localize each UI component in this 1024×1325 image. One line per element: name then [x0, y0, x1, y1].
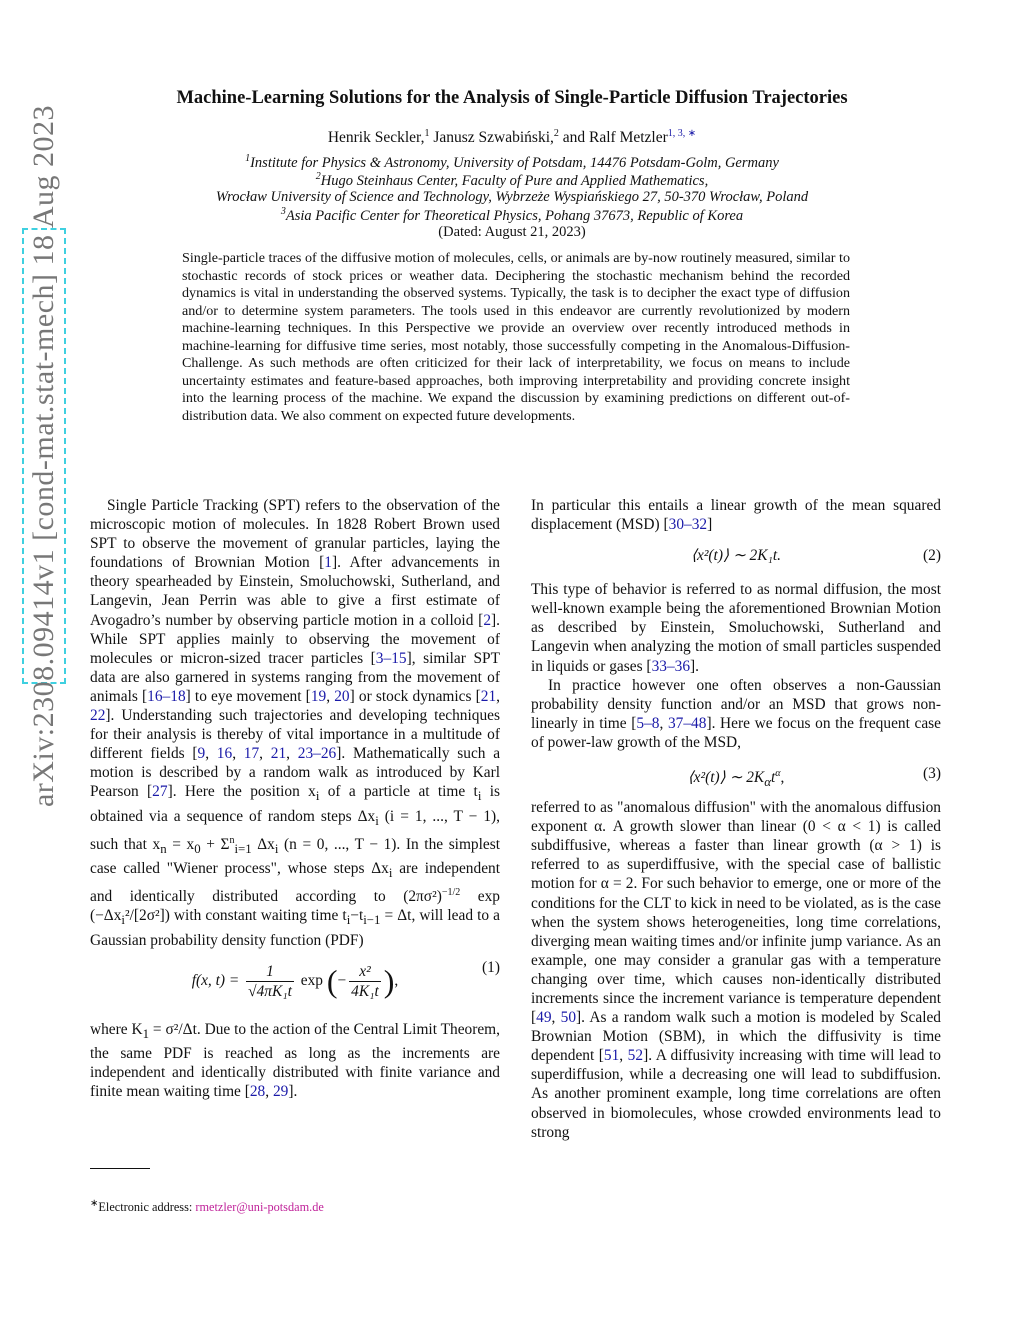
footnote-mark: ∗	[90, 1198, 99, 1209]
paragraph-intro: Single Particle Tracking (SPT) refers to the observation of the microscopic motion of molecules. In 1828 Robert Brown used SPT to observe the movement of granular particles, laying the foundations of Brownian Motion [1]. After advancements in theory spearheaded by Einstein, Smoluchowski, Sutherland, and Langevin, Jean Perrin was able to give a first estimate of Avogadro’s number by observing particle motion in a colloid [2]. While SPT applies mainly to observing the movement of molecules or micron-sized tracer particles [3–15], similar SPT data are also garnered in systems ranging from the movement of animals [16–18] to eye movement [19, 20] or stock dynamics [21, 22]. Understanding such trajectories and developing techniques for their analysis is thereby of vital importance in a multitude of different fields [9, 16, 17, 21, 23–26]. Mathematically such a motion is described by a random walk as introduced by Karl Pearson [27]. Here the position $x_i$ of a particle at time $t_i$ is obtained via a sequence of random steps $\Delta x_i$ (i = 1, ..., T − 1), such that $x_n = x_0 + \Sigma^n_{i=1}$ $\Delta x_i$ (n = 0, ..., T − 1). In the simplest case called "Wiener process", whose steps $\Delta x_i$ are independent and identically distributed according to $(2\pi\sigma^2)^{-1/2}$ $\exp (-\Delta x_i^2/[2\sigma^2])$ with constant waiting time $t_i-t_{i-1} = \Delta t$, will lead to a Gaussian probability density function (PDF)	[90, 497, 501, 949]
equation-2	[531, 534, 941, 580]
citation-link[interactable]: 27	[152, 783, 168, 801]
citation-link[interactable]: 20	[334, 687, 350, 705]
left-column	[90, 496, 500, 1101]
aff3-sup: 3	[280, 206, 286, 217]
eq1-fraction: $\frac{1}{\text{√4πK₁t}}$	[248, 962, 292, 1000]
email-link[interactable]: rmetzler@uni-potsdam.de	[195, 1200, 324, 1215]
author-szwabinski-sup: 2	[553, 128, 559, 139]
citation-link[interactable]: 3–15	[375, 649, 407, 667]
paragraph-msd: In particular this entails a linear growth of the mean squared displacement (MSD) [30–32]	[531, 497, 941, 534]
paragraph-anomalous: referred to as "anomalous diffusion" with the anomalous diffusion exponent α. A growth slower than linear (0 < α < 1) is called subdiffusive, whereas a faster than linear growth (α > 1) is referred to as superdiffusive, with the special case of ballistic motion for α = 2. For such behavior to emerge, one or more of the conditions for the CLT to kick in need to be violated, as is the case when the system shows heterogeneities, long time correlations, diverging mean waiting times and/or infinite jump variance. As an example, one may consider a granular gas with a temperature changing over time, which causes non-identically distributed increments since the increment variance is temperature dependent [49, 50]. As a random walk such a motion is modeled by Scaled Brownian Motion (SBM), in which the diffusivity is time dependent [51, 52]. A diffusivity increasing with time will lead to superdiffusion, while a decreasing one will lead to subdiffusion. As another prominent example, long time correlations are often observed in biomolecules, whose crowded environments lead to strong	[531, 799, 942, 1141]
citation-link[interactable]: 9	[197, 745, 206, 763]
affiliation-3	[0, 206, 1024, 225]
paragraph-non-gaussian: In practice however one often observes a non-Gaussian probability density function and/or an MSD that grows non-linearly in time [5–8, 37–48]. Here we focus on the frequent case of power-law growth of the MSD,	[531, 676, 941, 751]
citation-link[interactable]: 16	[216, 745, 233, 763]
eq2-body: ⟨x²(t)⟩ ∼ 2K₁t.	[690, 547, 781, 565]
affiliation-2	[0, 171, 1024, 190]
right-column	[531, 496, 941, 1142]
citation-link[interactable]: 30–32	[668, 516, 708, 534]
paragraph-normal-diffusion: This type of behavior is referred to as normal diffusion, the most well-known example being the aforementioned Brownian Motion as described by Einstein, Smoluchowski, Sutherland and Langevin when analyzing the motion of small particles suspended in liquids or gases [33–36].	[531, 581, 941, 675]
citation-link[interactable]: 29	[272, 1083, 289, 1101]
eq2-label: (2)	[923, 547, 941, 565]
author-seckler-sup: 1	[424, 128, 430, 139]
paper-title: Machine-Learning Solutions for the Analysis of Single-Particle Diffusion Trajectories	[176, 88, 848, 108]
citation-link[interactable]: 49	[536, 1009, 552, 1027]
citation-link[interactable]: 50	[560, 1009, 577, 1027]
equation-1: f(x, t) = $\frac{1}{\text{√4πK₁t}}$ exp (− $\frac{\text{x²}}{\text{4K₁t}}$ ), (1)	[191, 958, 500, 1000]
eq3-body: ⟨x²(t)⟩ ∼ $2K_\alpha t^\alpha$,	[687, 768, 785, 790]
footnote-divider	[90, 1168, 150, 1169]
affiliation-1	[0, 153, 1024, 172]
citation-link[interactable]: 28	[249, 1083, 266, 1101]
author-szwabinski: Janusz Szwabiński,	[433, 129, 554, 147]
citation-link[interactable]: 1	[324, 554, 332, 572]
aff2-text: Hugo Steinhaus Center, Faculty of Pure and Applied Mathematics,	[320, 172, 709, 189]
citation-link[interactable]: 22	[90, 707, 106, 725]
arxiv-identifier: arXiv:2308.09414v1 [cond-mat.stat-mech] 18 Aug 2023	[27, 104, 60, 808]
citation-link[interactable]: 37–48	[667, 714, 707, 732]
author-metzler: and Ralf Metzler	[562, 129, 668, 147]
arxiv-stamp	[22, 104, 66, 808]
equation-3	[531, 752, 941, 798]
author-list	[0, 128, 1024, 147]
footnote-label: Electronic address:	[98, 1200, 196, 1215]
citation-link[interactable]: 5–8	[636, 714, 660, 732]
eq1-lhs: f(x, t) =	[191, 971, 240, 989]
author-seckler: Henrik Seckler,	[327, 129, 425, 147]
citation-link[interactable]: 2	[483, 611, 492, 629]
citation-link[interactable]: 51	[603, 1047, 620, 1065]
eq1-inner-fraction: $\frac{\text{x²}}{\text{4K₁t}}$	[351, 962, 379, 1000]
citation-link[interactable]: 52	[627, 1047, 644, 1065]
author-metzler-sup	[668, 128, 696, 139]
citation-link[interactable]: 19	[310, 687, 327, 705]
citation-link[interactable]: 21	[480, 687, 497, 705]
citation-link[interactable]: 21	[270, 745, 287, 763]
abstract: Single-particle traces of the diffusive motion of molecules, cells, or animals are by-now routinely measured, similar to stochastic records of stock prices or weather data. Deciphering the stochastic mechanism behind the recorded dynamics is vital in understanding the observed systems. Typically, the task is to decipher the exact type of diffusion and/or to determine system parameters. The tools used in this endeavor are currently revolutionized by modern machine-learning techniques. In this Perspective we provide an overview over recently introduced methods in machine-learning for diffusive time series, most notably, those successfully competing in the Anomalous-Diffusion-Challenge. As such methods are often criticized for their lack of interpretability, we focus on means to include uncertainty estimates and feature-based approaches, both improving interpretability and providing concrete insight into the learning process of the machine. We expand the discussion by examining predictions on different out-of-distribution data. We also comment on expected future developments.	[182, 250, 850, 424]
eq1-label: (1)	[482, 958, 500, 976]
citation-link[interactable]: 17	[243, 745, 260, 763]
aff1-sup: 1	[245, 153, 251, 164]
citation-link[interactable]: 23–26	[297, 745, 337, 763]
aff1-text: Institute for Physics & Astronomy, University of Potsdam, 14476 Potsdam-Golm, Germany	[250, 154, 779, 171]
citation-link[interactable]: 16–18	[147, 687, 186, 705]
aff3-text: Asia Pacific Center for Theoretical Physics, Pohang 37673, Republic of Korea	[285, 207, 744, 224]
eq1-exp: exp	[300, 971, 323, 989]
aff2-sup: 2	[315, 171, 321, 182]
footnote-link[interactable]: 1, 3, ∗	[667, 128, 697, 139]
paragraph-clt: where $K_1 = \sigma^2/\Delta t$. Due to the action of the Central Limit Theorem, the same PDF is reached as long as the increments are independent and identically distributed with finite variance and finite mean waiting time [28, 29].	[90, 1020, 500, 1101]
footnote	[90, 1198, 324, 1215]
date-line: (Dated: August 21, 2023)	[438, 224, 586, 240]
eq3-label: (3)	[923, 765, 941, 783]
affiliation-2-line-2: Wrocław University of Science and Technology, Wybrzeże Wyspiańskiego 27, 50-370 Wrocław, Poland	[215, 189, 809, 205]
citation-link[interactable]: 33–36	[651, 657, 691, 675]
